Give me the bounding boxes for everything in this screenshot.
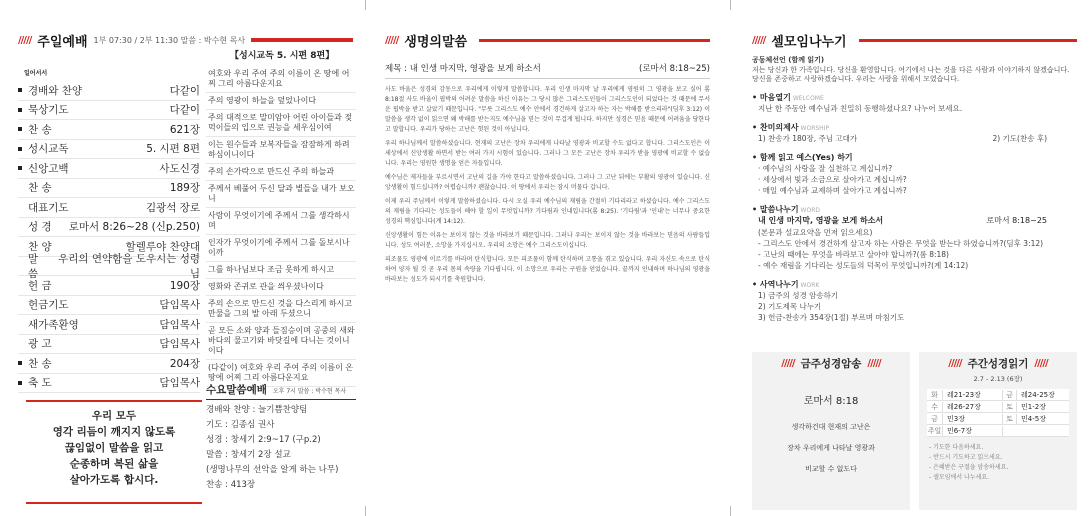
sermon-paragraph: 우리 하나님께서 말씀하셨습니다. 현재의 고난은 장차 우리에게 나타날 영광과 비교할 수도 없다고 합니다. 그리스도인은 이 세상에서 신앙생활 하면서 받는 여러 가지 시험이 있습니다. 그러나 그 모든 고난은 장차 우리가 받을 영광에 비교할 수 없습니다. 우리는 영원한 생명을 얻은 자들입니다. (385, 140, 710, 167)
order-item-label: 묵상기도 (28, 104, 69, 117)
order-row (18, 159, 200, 179)
yes-question: · 매일 예수님과 교제하며 살아가고 계십니까? (758, 186, 907, 195)
memory-line: 장차 우리에게 나타날 영광과 (787, 444, 875, 452)
order-item-value: 로마서 8:26~28 (신p.250) (68, 221, 200, 234)
wednesday-line: 성경 : 창세기 2:9~17 (구p.2) (206, 435, 321, 445)
order-item-value: 담임목사 (159, 338, 200, 351)
reading-title: 【성시교독 5. 시편 8편】 (230, 51, 335, 61)
plan-row (927, 425, 1069, 437)
order-row (18, 374, 200, 394)
order-item-label: 찬 송 (28, 357, 52, 370)
order-item-label: 찬 양 (28, 240, 52, 253)
plan-day: 금 (927, 414, 943, 424)
weekly-reading-box: ///// 주간성경읽기 ///// 2.7 - 2.13 (6장) 화 레21-23장 금 레24-25장 수 레26-27장 토 민1-2장 금 민3장 토 민4-5장 주일 민6-7장 - 기도한 다음하세요. - 반드시 기도하고 읽으세요. - 은혜받은 구절을 암송하세요. - 셀모임에서 나누세요. (919, 352, 1077, 510)
memory-title: 금주성경암송 (800, 357, 862, 370)
plan-row (927, 413, 1069, 425)
order-item-label: 새가족환영 (28, 318, 79, 331)
sermon-title-row (385, 58, 710, 79)
word-question: - 그리스도 안에서 경건하게 살고자 하는 사람은 무엇을 받는다 하였습니까?(딤후 3:12) (758, 239, 1044, 248)
plan-note: - 셀모임에서 나누세요. (929, 474, 990, 481)
order-item-value: 204장 (169, 357, 200, 370)
work-item: 1) 금주의 성경 암송하기 (758, 291, 839, 300)
order-row (18, 140, 200, 160)
wednesday-service (206, 382, 356, 493)
order-item-label: 광 고 (28, 338, 52, 351)
wednesday-line: 기도 : 김종심 권사 (206, 420, 275, 430)
work-item: 2) 기도제목 나누기 (758, 302, 822, 311)
order-item-value: 다같이 (169, 104, 200, 117)
plan-title: 주간성경읽기 (967, 357, 1029, 370)
worship-items: 1) 찬송가 180장, 주님 고대가 2) 기도(찬송 후) (758, 134, 1047, 143)
yes-section: • 함께 읽고 예스(Yes) 하기 (752, 153, 853, 162)
order-item-value: 할렐루야 찬양대 (125, 240, 200, 253)
order-item-name (18, 219, 52, 234)
header-slash-mark: ///// (385, 34, 399, 46)
order-of-service (18, 66, 200, 393)
reading-line: 영화와 존귀로 관을 씌우셨나이다 (206, 279, 356, 296)
order-item-value: 김광석 장로 (145, 201, 200, 214)
order-row (18, 354, 200, 374)
plan-note: - 반드시 기도하고 읽으세요. (929, 454, 1003, 461)
fold-mark-bottom-left (365, 506, 366, 516)
motto-line: 살아가도록 합시다. (69, 474, 159, 486)
sermon-paragraph: 사도 바울은 성경의 감동으로 우리에게 이렇게 말씀합니다. 우리 인생 마지막 날 우리에게 영원히 그 영광을 보고 싶어 롬 8:18절 사도 바울이 핍박의 어려운 말씀을 하신 이유는 그 당시 많은 그리스도인들이 그리스도인이 되었다는 것 때문에 무서운 핍박을 받고 살았기 때문입니다. "무릇 그리스도 예수 안에서 경건하게 살고자 하는 자는 박해를 받으리라"(딤후 3:12) 이 말씀을 생각 없이 읽으면 왜 박해를 받는지도 예수님을 믿는 것이 무겁게 됩니다. 하지만 성경은 믿음 때문에 어려움을 당한다고 말합니다. 우리가 당하는 고난은 헛된 것이 아닙니다. (385, 86, 710, 133)
order-item-value: 190장 (169, 279, 200, 292)
order-item-value: 다같이 (169, 84, 200, 97)
plan-table (927, 389, 1069, 437)
work-section: • 사역나누기 WORK (752, 280, 820, 289)
word-section: • 말씀나누기 WORD (752, 205, 820, 214)
plan-reading: 민4-5장 (1021, 414, 1046, 423)
plan-reading: 레24-25장 (1021, 390, 1055, 399)
order-row (18, 218, 200, 238)
fold-mark-top-left (365, 0, 366, 10)
wednesday-title: 수요말씀예배 (206, 384, 267, 396)
order-item-label: 성시교독 (28, 143, 69, 156)
plan-row (927, 401, 1069, 413)
sunday-service-sub: 1부 07:30 / 2부 11:30 말씀 : 박수현 목사 (93, 35, 246, 45)
reading-line: 주의 손으로 만드신 것을 다스리게 하시고 만물을 그의 발 아래 두셨으니 (206, 296, 356, 323)
order-item-name (18, 83, 82, 98)
plan-day: 화 (927, 390, 943, 400)
header-slash-mark: ///// (752, 34, 766, 46)
fold-mark-bottom-right (730, 506, 731, 516)
plan-notes (929, 443, 1077, 483)
order-item-label: 대표기도 (28, 201, 69, 214)
plan-note: - 기도한 다음하세요. (929, 444, 984, 451)
order-item-name (18, 278, 52, 293)
order-row (18, 335, 200, 355)
bullet-icon (18, 166, 22, 170)
reading-line: 주께서 베풀어 두신 달과 별들을 내가 보오니 (206, 181, 356, 208)
order-item-name (18, 356, 52, 371)
order-item-name (18, 375, 52, 390)
order-item-name (18, 200, 69, 215)
plan-reading: 민3장 (943, 414, 1003, 424)
order-row (18, 179, 200, 199)
order-item-value: 5. 시편 8편 (146, 143, 200, 156)
word-question: - 고난의 때에는 무엇을 바라보고 살아야 합니까?(롬 8:18) (758, 250, 949, 259)
wednesday-line: (생명나무의 선악을 알게 하는 나무) (206, 465, 339, 475)
yes-question: · 예수님의 사랑을 잘 실천하고 계십니까? (758, 164, 893, 173)
plan-reading: 레26-27장 (943, 402, 1003, 412)
bullet-icon (18, 361, 22, 365)
order-item-value: 담임목사 (159, 318, 200, 331)
plan-day: 금 (1003, 390, 1017, 400)
header-slash-mark: ///// (18, 34, 32, 46)
sunday-service-title: 주일예배 (37, 34, 88, 50)
cell-group-title: 셀모임나누기 (771, 34, 847, 50)
cell-group-panel (752, 0, 1077, 516)
reading-line: 인자가 무엇이기에 주께서 그를 돌보시나이까 (206, 235, 356, 262)
plan-day: 주일 (927, 426, 942, 435)
memory-line: 생각하건대 현재의 고난은 (791, 423, 871, 431)
plan-day: 토 (1003, 414, 1017, 424)
declaration-text: 저는 당신과 한 가족입니다. 당신을 환영합니다. 여기에서 나는 것을 다른 사람과 이야기하지 않겠습니다. 당신을 존중하고 사랑하겠습니다. 우리는 사랑을 위해서 모였습니다. (752, 66, 1070, 83)
order-item-label: 신앙고백 (28, 162, 69, 175)
sunday-service-panel (18, 0, 353, 516)
cell-group-header (752, 28, 1077, 52)
header-rule (251, 38, 353, 42)
memory-verse: 로마서 8:18 (803, 396, 859, 407)
plan-day: 수 (927, 402, 943, 412)
bottom-boxes (752, 352, 1077, 510)
plan-reading: 민6-7장 (943, 426, 1003, 436)
reading-line: 주의 손가락으로 만드신 주의 하늘과 (206, 164, 356, 181)
plan-note: - 은혜받은 구절을 암송하세요. (929, 464, 1009, 471)
sermon-header (385, 28, 710, 52)
word-heading-row: 내 인생 마지막, 영광을 보게 하소서 로마서 8:18~25 (758, 216, 1047, 225)
wednesday-line: 경배와 찬양 : 늘기쁨찬양팀 (206, 405, 308, 415)
reading-line: 사람이 무엇이기에 주께서 그를 생각하시며 (206, 208, 356, 235)
header-rule (479, 39, 710, 42)
order-item-name (18, 161, 69, 176)
sermon-paragraph: 신앙생활이 힘든 이유는 보이지 않는 것을 바라보기 때문입니다. 그러나 우리는 보이지 않는 것을 바라보는 믿음의 사람들입니다. 성도 여러분, 소망을 가지십시오. 우리의 소망은 예수 그리스도이십니다. (385, 232, 710, 249)
reading-line: (다같이) 여호와 우리 주여 주의 이름이 온 땅에 어찌 그리 아름다운지요 (206, 360, 356, 387)
sermon-panel (385, 0, 710, 516)
word-question: (본문과 설교요약을 먼저 읽으세요) (758, 228, 873, 237)
welcome-section: • 마음열기 WELCOME (752, 93, 824, 102)
work-item: 3) 헌금-찬송가 354장(1절) 부르며 마침기도 (758, 313, 905, 322)
wednesday-sub: 오후 7시 말씀 : 박수현 목사 (272, 388, 347, 395)
plan-day: 토 (1003, 402, 1017, 412)
order-item-label: 헌 금 (28, 279, 52, 292)
order-item-label: 찬 송 (28, 123, 52, 136)
reading-line: 주의 대적으로 말미암아 어린 아이들과 젖먹이들의 입으로 권능을 세우심이여 (206, 110, 356, 137)
order-item-label: 축 도 (28, 377, 52, 390)
order-item-label: 경배와 찬양 (28, 84, 83, 97)
order-row (18, 315, 200, 335)
order-item-label: 성 경 (28, 221, 52, 234)
header-rule (859, 39, 1077, 42)
community-declaration (752, 56, 1077, 84)
order-row (18, 198, 200, 218)
order-item-name (18, 336, 52, 351)
sermon-reference: (로마서 8:18~25) (639, 64, 710, 74)
motto-line: 우리 모두 (91, 410, 137, 422)
order-row (18, 252, 200, 280)
worship-section: • 찬미의제사 WORSHIP (752, 123, 830, 132)
order-item-value: 189장 (169, 182, 200, 195)
order-item-label: 헌금기도 (28, 299, 69, 312)
motto-box (26, 400, 202, 504)
motto-line: 끊임없이 말씀을 읽고 (64, 442, 164, 454)
order-item-name (18, 102, 69, 117)
sermon-body (385, 85, 710, 285)
plan-period: 2.7 - 2.13 (6장) (973, 375, 1023, 383)
order-item-label: 찬 송 (28, 182, 52, 195)
order-row (18, 101, 200, 121)
reading-line: 그를 하나님보다 조금 못하게 하시고 (206, 262, 356, 279)
welcome-text: 지난 한 주동안 예수님과 친밀히 동행하셨나요? 나누어 보세요. (758, 104, 963, 113)
motto-line: 순종하며 복된 삶을 (69, 458, 159, 470)
reading-line: 주의 영광이 하늘을 덮었나이다 (206, 93, 356, 110)
order-row (18, 120, 200, 140)
order-item-value: 621장 (169, 123, 200, 136)
sermon-paragraph: 피조물도 영광에 이르기를 바라며 탄식합니다. 모든 피조물이 함께 탄식하며 고통을 겪고 있습니다. 우리 자신도 속으로 탄식하여 양자 될 것 곧 우리 몸의 속량을 기다립니다. 이 소망으로 우리는 구원을 얻었습니다. 끝까지 인내하며 하나님의 영광을 바라보는 성도가 되시기를 축원합니다. (385, 256, 710, 283)
memory-text (752, 417, 910, 480)
reading-line: 이는 원수들과 보복자들을 잠잠하게 하려 하심이니이다 (206, 137, 356, 164)
plan-row (927, 389, 1069, 401)
sermon-section-title: 생명의말씀 (404, 34, 468, 50)
bullet-icon (18, 147, 22, 151)
reading-line: 곧 모든 소와 양과 들짐승이며 공중의 새와 바다의 물고기와 바닷길에 다니는 것이니이다 (206, 323, 356, 360)
fold-mark-top-right (730, 0, 731, 10)
yes-question: · 세상에서 빛과 소금으로 살아가고 계십니까? (758, 175, 907, 184)
memory-line: 비교할 수 없도다 (805, 465, 857, 473)
responsive-reading (206, 66, 356, 387)
order-item-name (18, 180, 52, 195)
reading-line: 여호와 우리 주여 주의 이름이 온 땅에 어찌 그리 아름다운지요 (206, 66, 356, 93)
order-row (18, 81, 200, 101)
motto-line: 영각 리듬이 깨지지 않도록 (52, 426, 176, 438)
plan-reading: 레21-23장 (943, 390, 1003, 400)
plan-reading: 민1-2장 (1021, 402, 1046, 411)
bullet-icon (18, 108, 22, 112)
order-item-value: 담임목사 (159, 377, 200, 390)
word-question: - 예수 재림을 기다리는 성도들의 덕목이 무엇입니까?(계 14:12) (758, 261, 969, 270)
order-item-name (18, 251, 51, 281)
order-item-value: 담임목사 (159, 299, 200, 312)
order-item-name (18, 317, 79, 332)
sermon-paragraph: 이제 우리 주님께서 이렇게 말씀하셨습니다. 다시 오실 우리 예수님의 재림을 간절히 기다리라고 하셨습니다. 예수 그리스도의 재림을 기다리는 성도들이 해야 할 일이 무엇입니까? 기다림과 인내입니다(롬 8:25). '기다림'과 '인내'는 너무나 중요한 성경의 핵심입니다(계 14:12). (385, 198, 710, 225)
order-item-name (18, 122, 52, 137)
order-row (18, 296, 200, 316)
sermon-paragraph: 예수님은 제자들을 부르시면서 고난의 길을 가야 한다고 말씀하셨습니다. 그러나 그 고난 뒤에는 부활의 영광이 있습니다. 신앙생활이 힘드십니까? 어렵습니까? 괜찮습니다. 이 땅에서 우리는 잠시 머물다 갑니다. (385, 174, 710, 191)
bullet-icon (18, 88, 22, 92)
wednesday-line: 찬송 : 413장 (206, 480, 256, 490)
order-item-value: 사도신경 (159, 162, 200, 175)
memory-verse-box: ///// 금주성경암송 ///// 로마서 8:18 생각하건대 현재의 고난은 장차 우리에게 나타날 영광과 비교할 수 없도다 (752, 352, 910, 510)
sermon-title: 제목 : 내 인생 마지막, 영광을 보게 하소서 (385, 64, 541, 74)
bullet-icon (18, 381, 22, 385)
order-item-label: 말 씀 (27, 252, 38, 280)
declaration-title: 공동체선언 (함께 읽기) (752, 56, 825, 64)
bullet-icon (18, 127, 22, 131)
order-item-value: 우리의 연약함을 도우시는 성령님 (58, 252, 200, 280)
order-item-name (18, 141, 69, 156)
stand-label: 일어서서 (24, 70, 48, 77)
order-item-name (18, 297, 69, 312)
wednesday-line: 말씀 : 창세기 2장 설교 (206, 450, 291, 460)
